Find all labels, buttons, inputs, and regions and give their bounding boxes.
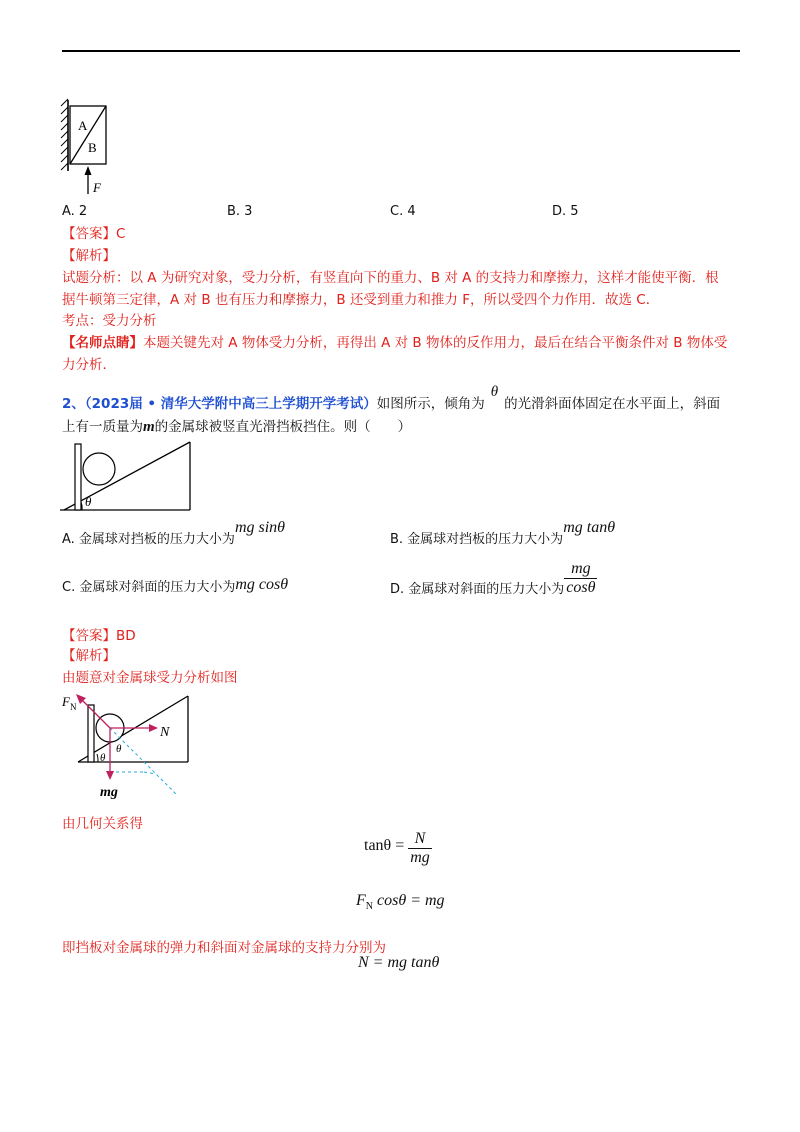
fn-subscript: N: [365, 901, 374, 913]
q1-option-a: A. 2: [62, 204, 88, 219]
q2-incline-figure: [60, 436, 220, 516]
q1-analysis-line: 试题分析：以 A 为研究对象，受力分析，有竖直向下的重力、B 对 A 的支持力和摩擦力，这样才能使平衡．根: [62, 270, 719, 286]
q2-source: （2023届 • 清华大学附中高三上学期开学考试）: [84, 396, 377, 412]
q2-option-b[interactable]: [390, 517, 616, 547]
equation-rest: cosθ = mg: [377, 892, 445, 909]
q2-analysis-intro: 由题意对金属球受力分析如图: [62, 670, 238, 686]
fn-symbol: F: [356, 892, 366, 909]
option-text: C. 金属球对斜面的压力大小为: [62, 580, 236, 595]
equation-lhs: tanθ =: [364, 837, 405, 855]
q2-number: 2、: [62, 396, 85, 412]
equation-fraction: [408, 830, 432, 867]
normal-force-n-label: N: [160, 725, 170, 740]
equation-n: N = mg tanθ: [358, 954, 440, 971]
option-formula: mg sinθ: [234, 519, 286, 536]
q1-blocks-figure: [58, 96, 118, 198]
angle-label-inner: θ: [116, 743, 122, 755]
q1-analysis-line: 据牛顿第三定律，A 对 B 也有压力和摩擦力，B 还受到重力和推力 F，所以受四个力作用．故选 C．: [62, 292, 660, 308]
force-f-label: F: [93, 180, 101, 195]
q1-option-d: D. 5: [552, 204, 579, 219]
q2-force-diagram: [58, 688, 208, 804]
q1-option-c: C. 4: [390, 204, 416, 219]
q1-knowledge-point: 考点：受力分析: [62, 313, 157, 329]
angle-label-base: θ: [100, 752, 106, 764]
q2-option-d[interactable]: [390, 560, 597, 597]
q2-stem-text: 的金属球被竖直光滑挡板挡住。则（ ）: [154, 419, 412, 435]
option-text: A. 金属球对挡板的压力大小为: [62, 532, 235, 547]
option-formula: mg tanθ: [563, 519, 616, 536]
q1-comment: [62, 331, 727, 351]
q1-comment-line: 力分析．: [62, 357, 116, 373]
q2-geometry-text: 由几何关系得: [62, 816, 143, 832]
q2-stem-text: 上有一质量为: [62, 419, 143, 435]
q2-stem-text: 的光滑斜面体固定在水平面上，斜面: [504, 396, 721, 412]
q2-stem-line-1: [62, 384, 721, 413]
equation-fn-cos: [356, 892, 445, 912]
q2-conclusion: 即挡板对金属球的弹力和斜面对金属球的支持力分别为: [62, 940, 386, 956]
option-fraction: [564, 560, 597, 597]
header-rule: [62, 50, 740, 52]
block-a-label: A: [78, 118, 88, 133]
q2-answer: 【答案】BD: [62, 628, 136, 644]
normal-force-fn-label: $F_N$: [62, 694, 77, 712]
q2-mass-symbol: m: [143, 419, 155, 435]
option-formula: mg cosθ: [235, 576, 289, 593]
q2-analysis-title: 【解析】: [62, 648, 116, 664]
q1-analysis-title: 【解析】: [62, 248, 116, 264]
q2-stem-text: 如图所示，倾角为: [376, 396, 485, 412]
block-b-label: B: [88, 140, 97, 155]
gravity-mg-label: mg: [100, 785, 118, 800]
incline-angle-label: θ: [85, 494, 92, 509]
fraction-denominator: mg: [410, 849, 430, 866]
fraction-numerator: N: [414, 830, 426, 847]
q2-option-a[interactable]: [62, 517, 286, 547]
q1-option-b: B. 3: [227, 204, 253, 219]
fraction-numerator: mg: [571, 560, 591, 577]
q1-answer: 【答案】C: [62, 226, 126, 242]
option-text: D. 金属球对斜面的压力大小为: [390, 581, 565, 597]
q2-theta-symbol: θ: [490, 384, 499, 400]
q2-option-c[interactable]: [62, 576, 288, 596]
q2-stem-line-2: [62, 415, 411, 436]
option-text: B. 金属球对挡板的压力大小为: [390, 532, 564, 547]
q1-comment-label: 【名师点睛】: [62, 335, 143, 351]
fraction-denominator: cosθ: [566, 579, 596, 596]
q1-comment-line: 本题关键先对 A 物体受力分析，再得出 A 对 B 物体的反作用力，最后在结合平衡条件对 B 物体受: [143, 335, 728, 351]
equation-tan: [364, 830, 432, 867]
